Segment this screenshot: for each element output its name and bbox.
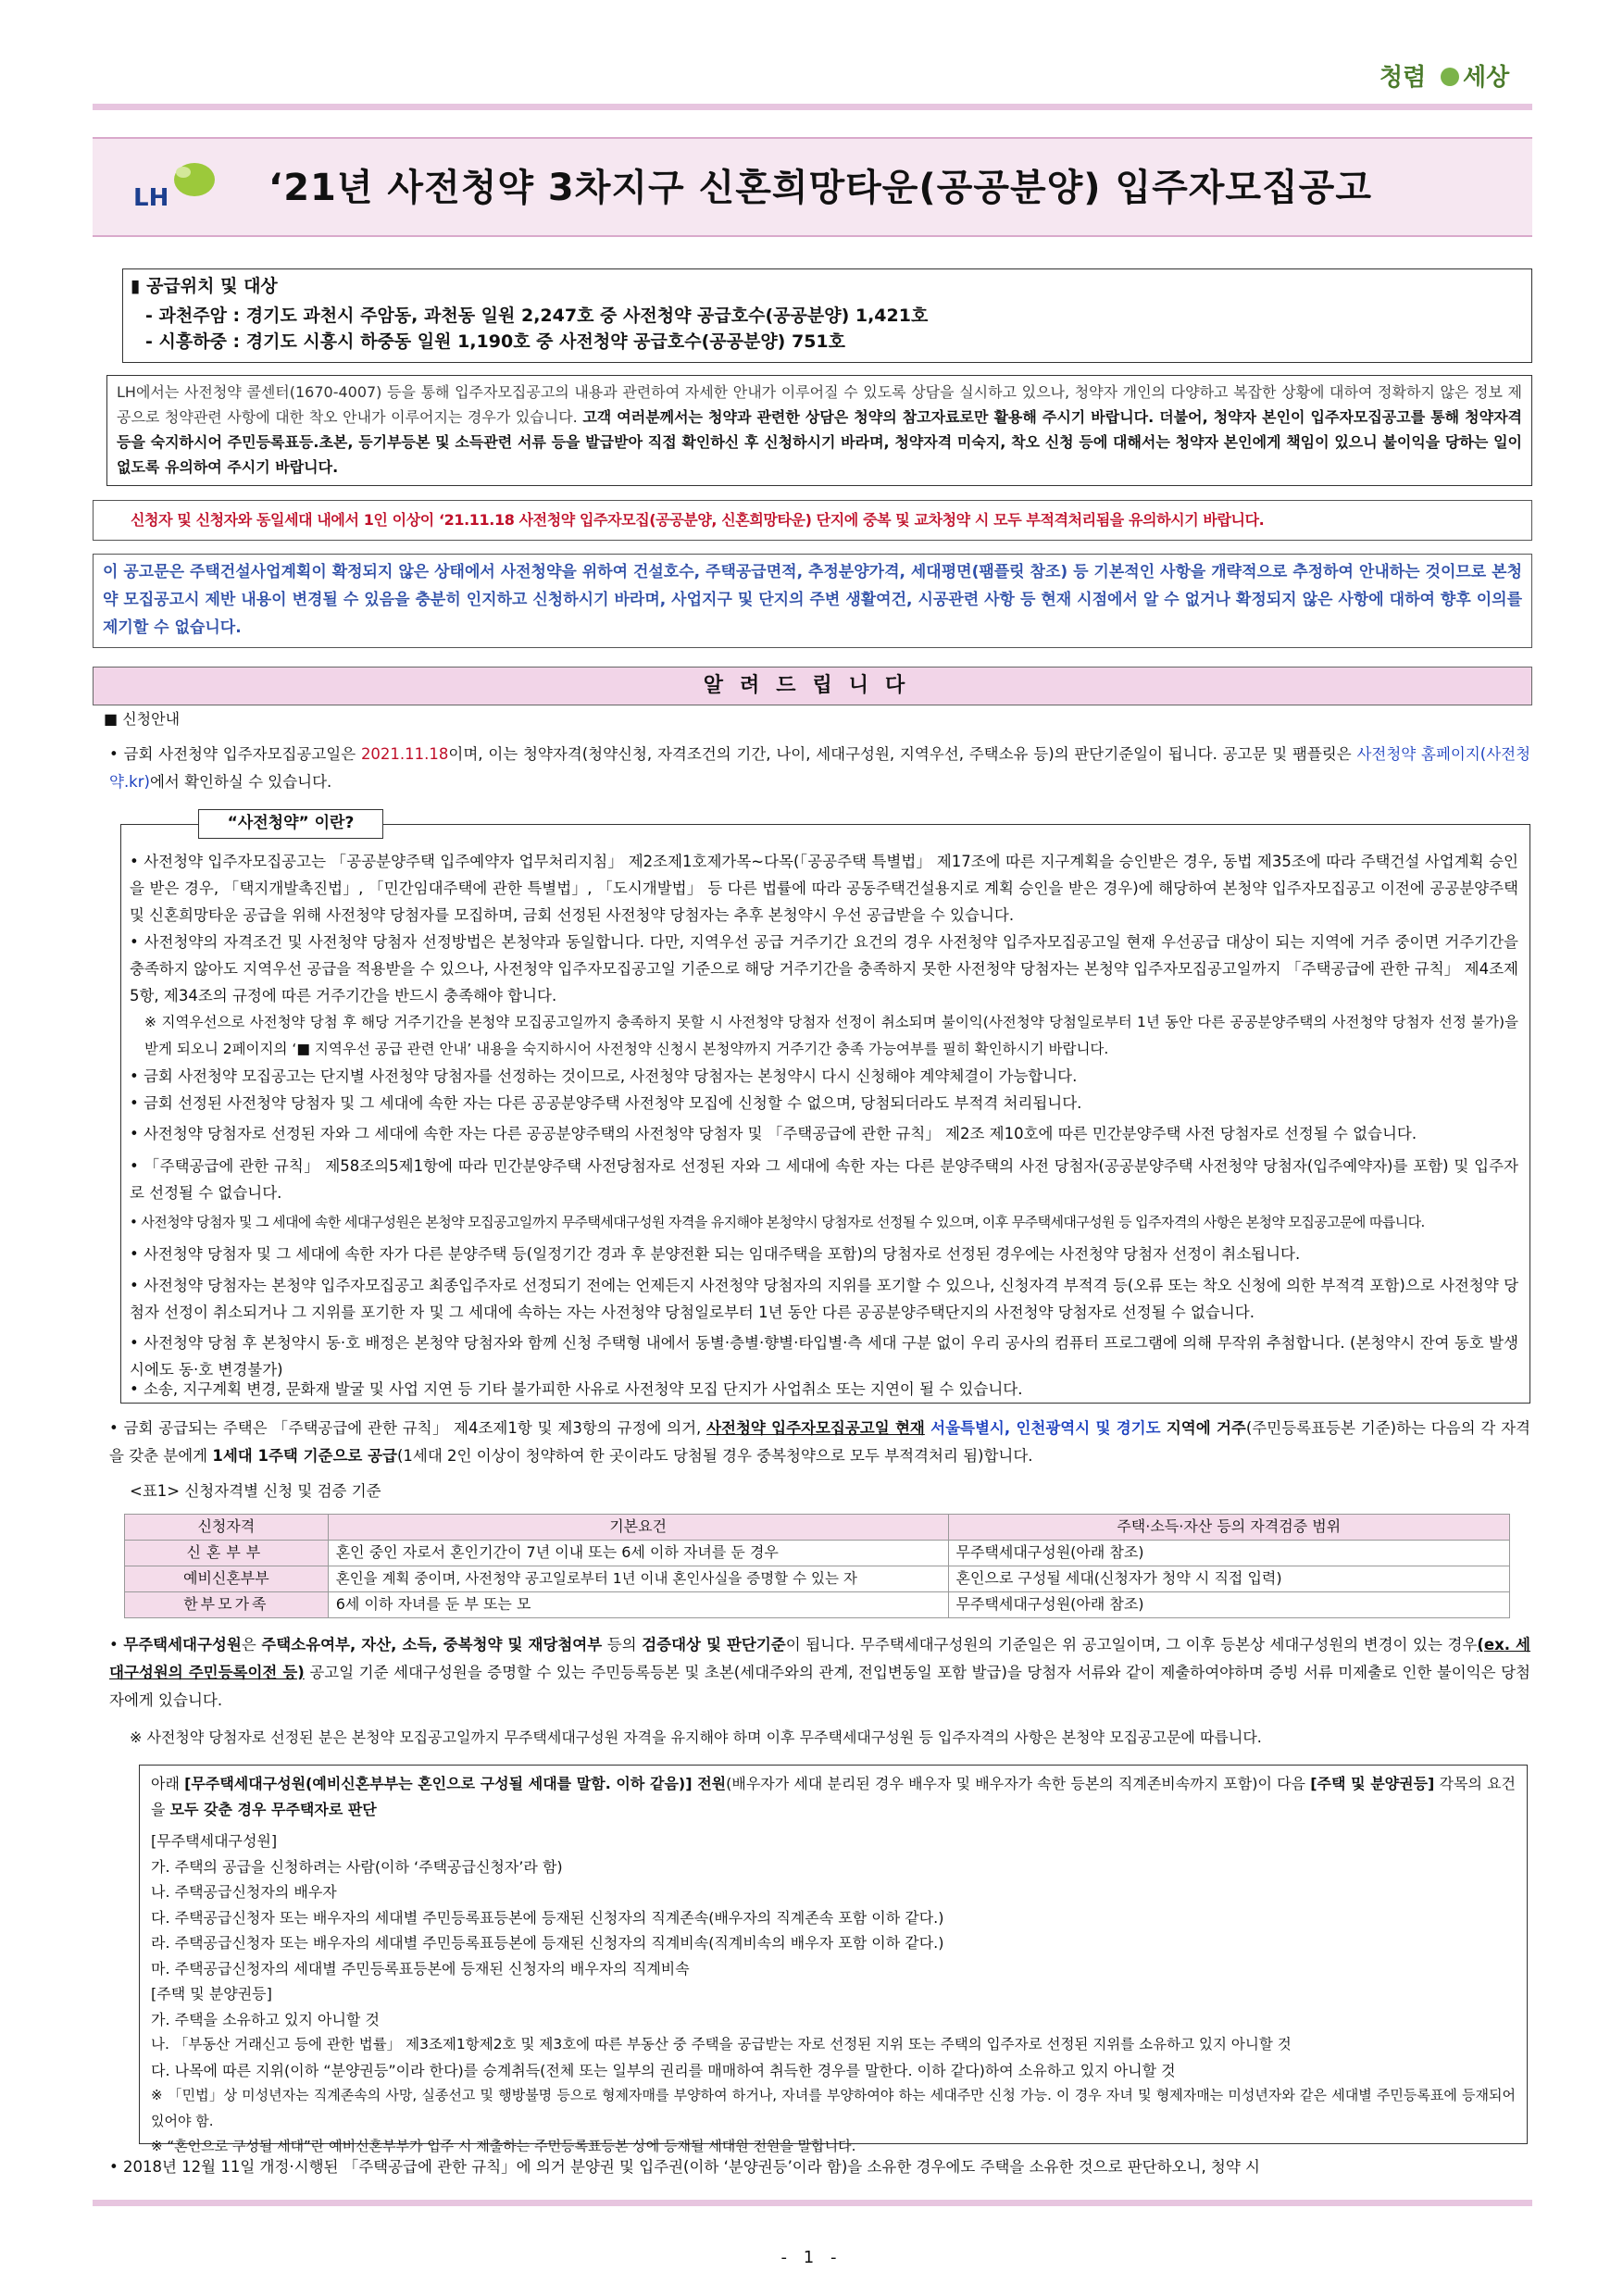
table-row [125, 1541, 1510, 1566]
notice-heading: 알려드립니다 [93, 667, 1532, 705]
page-number: - 1 - [780, 2248, 843, 2267]
whatis-item-4: • 금회 선정된 사전청약 당첨자 및 그 세대에 속한 자는 다른 공공분양주택 사전청약 모집에 신청할 수 없으며, 당첨되더라도 부적격 처리됩니다. [130, 1094, 1082, 1112]
housing-ga: 가. 주택을 소유하고 있지 아니할 것 [151, 2010, 380, 2028]
whatis-item-2: • 사전청약의 자격조건 및 사전청약 당첨자 선정방법은 본청약과 동일합니다. 다만, 지역우선 공급 거주기간 요건의 경우 사전청약 입주자모집공고일 현재 우선공급 대상이 되는 지역에 거주 중이면 거주기간을 충족하지 않아도 지역우선 공급을 적용받을 수 있으나, 사전청약 입주자모집공고일 기준으로 해당 거주기간을 충족하지 못한 사전청약 당첨자는 본청약 입주자모집공고일까지 「주택공급에 관한 규칙」 제4조제5항, 제34조의 규정에 따른 거주기간을 반드시 충족해야 합니다. [130, 933, 1518, 1004]
svg-text:세상: 세상 [1463, 64, 1510, 92]
table-cell: 무주택세대구성원(아래 참조) [948, 1592, 1510, 1618]
whatis-item-3: • 금회 사전청약 모집공고는 단지별 사전청약 당첨자를 선정하는 것이므로, 사전청약 당첨자는 본청약시 다시 신청해야 계약체결이 가능합니다. [130, 1067, 1078, 1085]
whatis-item-8: • 사전청약 당첨자 및 그 세대에 속한 자가 다른 분양주택 등(일정기간 경과 후 분양전환 되는 임대주택을 포함)의 당첨자로 선정된 경우에는 사전청약 당첨자 선정이 취소됩니다. [130, 1245, 1301, 1263]
guide-text-b: 이며, 이는 청약자격(청약신청, 자격조건의 기간, 나이, 세대구성원, 지역우선, 주택소유 등)의 판단기준일이 됩니다. 공고문 및 팸플릿은 [448, 745, 1357, 763]
top-divider [93, 104, 1532, 110]
member-ma: 마. 주택공급신청자의 세대별 주민등록표등본에 등재된 신청자의 배우자의 직계비속 [151, 1959, 690, 1978]
tentative-notice: 이 공고문은 주택건설사업계획이 확정되지 않은 상태에서 사전청약을 위하여 건설호수, 주택공급면적, 추정분양가격, 세대평면(팸플릿 참조) 등 기본적인 사항을 개략적으로 추정하여 안내하는 것이므로 본청약 모집공고시 제반 내용이 변경될 수 있음을 충분히 인지하고 신청하시기 바라며, 사업지구 및 단지의 주변 생활여건, 시공관련 사항 등 현재 시점에서 알 수 없거나 확정되지 않은 사항에 대하여 향후 이의를 제기할 수 없습니다. [103, 563, 1522, 637]
guide-text-c: 에서 확인하실 수 있습니다. [149, 773, 332, 791]
table-header: 신청자격 [125, 1515, 329, 1541]
table-cell: 신혼부부 [125, 1541, 329, 1566]
table-cell: 예비신혼부부 [125, 1566, 329, 1592]
duplicate-warning-box [93, 500, 1532, 541]
table-header: 기본요건 [328, 1515, 948, 1541]
definition-box [139, 1765, 1528, 2154]
table-header-row [125, 1515, 1510, 1541]
tentative-notice-box [93, 554, 1532, 648]
clean-world-logo [1380, 57, 1518, 94]
member-ga: 가. 주택의 공급을 신청하려는 사람(이하 ‘주택공급신청자’라 함) [151, 1857, 563, 1876]
bottom-divider [93, 2200, 1532, 2206]
supply-item-2: - 시흥하중 : 경기도 시흥시 하중동 일원 1,190호 중 사전청약 공급호수(공공분양) 751호 [145, 331, 845, 352]
guide-heading: ■ 신청안내 [104, 710, 181, 728]
notice-date: 2021.11.18 [360, 745, 449, 763]
household-paragraph: • 무주택세대구성원은 주택소유여부, 자산, 소득, 중복청약 및 재당첨여부 등의 검증대상 및 판단기준이 됩니다. 무주택세대구성원의 기준일은 위 공고일이며, 그 이후 등본상 세대구성원의 변경이 있는 경우(ex. 세대구성원의 주민등록이전 등) 공고일 기준 세대구성원을 증명할 수 있는 주민등록등본 및 초본(세대주와의 관계, 전입변동일 포함 발급)을 당첨자 서류와 같이 제출하여야하며 증빙 서류 미제출로 인한 불이익은 당첨자에게 있습니다. [109, 1636, 1530, 1709]
guide-text-a: • 금회 사전청약 입주자모집공고일은 [109, 745, 361, 763]
marriage-household-note: ※ “혼인으로 구성될 세대”란 예비신혼부부가 입주 시 제출하는 주민등록표등본 상에 등재될 세대원 전원을 말합니다. [151, 2138, 856, 2154]
svg-text:LH: LH [133, 184, 169, 212]
member-da: 다. 주택공급신청자 또는 배우자의 세대별 주민등록표등본에 등재된 신청자의 직계존속(배우자의 직계존속 포함 이하 같다.) [151, 1908, 944, 1927]
title-banner [93, 137, 1532, 237]
whatis-tag: “사전청약” 이란? [198, 809, 383, 839]
housing-da: 다. 나목에 따른 지위(이하 “분양권등”이라 한다)를 승계취득(전체 또는 일부의 권리를 매매하여 취득한 경우를 말한다. 이하 같다)하여 소유하고 있지 아니할 것 [151, 2061, 1176, 2079]
table-cell: 6세 이하 자녀를 둔 부 또는 모 [328, 1592, 948, 1618]
whatis-item-11: • 소송, 지구계획 변경, 문화재 발굴 및 사업 지연 등 기타 불가피한 사유로 사전청약 모집 단지가 사업취소 또는 지연이 될 수 있습니다. [130, 1380, 1023, 1398]
member-na: 나. 주택공급신청자의 배우자 [151, 1883, 337, 1901]
homepage-link[interactable]: 사전청약 홈페이지(사전청약.kr) [109, 745, 1531, 791]
section-household: [무주택세대구성원] [151, 1832, 278, 1850]
whatis-item-5: • 사전청약 당첨자로 선정된 자와 그 세대에 속한 자는 다른 공공분양주택의 사전청약 당첨자 및 「주택공급에 관한 규칙」 제2조 제10호에 따른 민간분양주택 사전 당첨자로 선정될 수 없습니다. [130, 1125, 1417, 1142]
intro-text-2: 고객 여러분께서는 청약과 관련한 상담은 청약의 참고자료로만 활용해 주시기 바랍니다. 더불어, 청약자 본인이 입주자모집공고를 통해 청약자격 등을 숙지하시어 주민등록표등.초본, 등기부등본 및 소득관련 서류 등을 발급받아 직접 확인하신 후 신청하시기 바라며, 청약자격 미숙지, 착오 신청 등에 대해서는 청약자 본인에게 책임이 있으니 불이익을 당하는 일이 없도록 유의하여 주시기 바랍니다. [117, 408, 1522, 476]
whatis-item-6: • 「주택공급에 관한 규칙」 제58조의5제1항에 따라 민간분양주택 사전당첨자로 선정된 자와 그 세대에 속한 자는 다른 분양주택의 사전 당첨자(공공분양주택 사전청약 당첨자(입주예약자)를 포함) 및 입주자로 선정될 수 없습니다. [130, 1157, 1518, 1202]
whatis-item-7: • 사전청약 당첨자 및 그 세대에 속한 세대구성원은 본청약 모집공고일까지 무주택세대구성원 자격을 유지해야 본청약시 당첨자로 선정될 수 있으며, 이후 무주택세대구성원 등 입주자격의 사항은 본청약 모집공고문에 따릅니다. [130, 1214, 1425, 1230]
guide-paragraph [109, 741, 1530, 796]
table-row [125, 1592, 1510, 1618]
table-cell: 혼인 중인 자로서 혼인기간이 7년 이내 또는 6세 이하 자녀를 둔 경우 [328, 1541, 948, 1566]
supply-item-1: - 과천주암 : 경기도 과천시 주암동, 과천동 일원 2,247호 중 사전청약 공급호수(공공분양) 1,421호 [145, 306, 929, 326]
table1-caption: <표1> 신청자격별 신청 및 검증 기준 [130, 1482, 381, 1500]
page-title: ‘21년 사전청약 3차지구 신혼희망타운(공공분양) 입주자모집공고 [268, 167, 1372, 209]
whatis-item-1: • 사전청약 입주자모집공고는 「공공분양주택 입주예약자 업무처리지침」 제2조제1호제가목~다목(「공공주택 특별법」 제17조에 따른 지구계획을 승인받은 경우, 동법 제35조에 따라 주택건설 사업계획 승인을 받은 경우, 「택지개발촉진법」, 「민간임대주택에 관한 특별법」, 「도시개발법」 등 다른 법률에 따라 공동주택건설용지로 계획 승인을 받은 경우)에 해당하여 본청약 입주자모집공고 이전에 공공분양주택 및 신혼희망타운 공급을 위해 사전청약 당첨자를 모집하며, 금회 선정된 사전청약 당첨자는 추후 본청약시 우선 공급받을 수 있습니다. [130, 853, 1518, 924]
member-ra: 라. 주택공급신청자 또는 배우자의 세대별 주민등록표등본에 등재된 신청자의 직계비속(직계비속의 배우자 포함 이하 같다.) [151, 1934, 944, 1952]
household-note: ※ 사전청약 당첨자로 선정된 분은 본청약 모집공고일까지 무주택세대구성원 자격을 유지해야 하며 이후 무주택세대구성원 등 입주자격의 사항은 본청약 모집공고문에 따릅니다. [130, 1728, 1262, 1746]
intro-text-1: LH에서는 사전청약 콜센터(1670-4007) 등을 통해 입주자모집공고의 내용과 관련하여 자세한 안내가 이루어질 수 있도록 상담을 실시하고 있으나, 청약자 개인의 다양하고 복잡한 상황에 대하여 정확하지 않은 정보 제공으로 청약관련 사항에 대한 착오 안내가 이루어지는 경우가 있습니다. [117, 383, 1522, 426]
whatis-note: ※ 지역우선으로 사전청약 당첨 후 해당 거주기간을 본청약 모집공고일까지 충족하지 못할 시 사전청약 당첨자 선정이 취소되며 불이익(사전청약 당첨일로부터 1년 동안 다른 공공분양주택의 사전청약 당첨자 선정 불가)을 받게 되오니 2페이지의 ‘■ 지역우선 공급 관련 안내’ 내용을 숙지하시어 사전청약 신청시 본청약까지 거주기간 충족 가능여부를 필히 확인하시기 바랍니다. [144, 1014, 1518, 1057]
qualification-table [124, 1514, 1510, 1618]
svg-text:청렴: 청렴 [1380, 64, 1427, 92]
table-cell: 무주택세대구성원(아래 참조) [948, 1541, 1510, 1566]
section-housing: [주택 및 분양권등] [151, 1985, 272, 2003]
supply-box [122, 268, 1532, 363]
intro-box [106, 375, 1532, 486]
table-row [125, 1566, 1510, 1592]
whatis-item-9: • 사전청약 당첨자는 본청약 입주자모집공고 최종입주자로 선정되기 전에는 언제든지 사전청약 당첨자의 지위를 포기할 수 있으나, 신청자격 부적격 등(오류 또는 착오 신청에 의한 부적격 포함)으로 사전청약 당첨자 선정이 취소되거나 그 지위를 포기한 자 및 그 세대에 속하는 자는 사전청약 당첨일로부터 1년 동안 다른 공공분양주택단지의 사전청약 당첨자로 선정될 수 없습니다. [130, 1277, 1519, 1321]
supply-heading: ▮ 공급위치 및 대상 [131, 276, 278, 296]
minor-note: ※ 「민법」상 미성년자는 직계존속의 사망, 실종선고 및 행방불명 등으로 형제자매를 부양하여 하거나, 자녀를 부양하여야 하는 세대주만 신청 가능. 이 경우 자녀 및 형제자매는 미성년자와 같은 세대별 주민등록표에 등재되어 있어야 함. [151, 2087, 1516, 2129]
last-paragraph: • 2018년 12월 11일 개정·시행된 「주택공급에 관한 규칙」에 의거 분양권 및 입주권(이하 ‘분양권등’이라 함)을 소유한 경우에도 주택을 소유한 것으로 판단하오니, 청약 시 [109, 2158, 1260, 2176]
lh-logo [130, 159, 222, 215]
whatis-item-10: • 사전청약 당첨 후 본청약시 동·호 배정은 본청약 당첨자와 함께 신청 주택형 내에서 동별·층별·향별·타입별·측 세대 구분 없이 우리 공사의 컴퓨터 프로그램에 의해 무작위 추첨합니다. (본청약시 잔여 동호 발생 시에도 동·호 변경불가) [130, 1334, 1518, 1379]
duplicate-warning: 신청자 및 신청자와 동일세대 내에서 1인 이상이 ‘21.11.18 사전청약 입주자모집(공공분양, 신혼희망타운) 단지에 중복 및 교차청약 시 모두 부적격처리됨을 유의하시기 바랍니다. [131, 511, 1265, 529]
definition-intro: 아래 [무주택세대구성원(예비신혼부부는 혼인으로 구성될 세대를 말함. 이하 같음)] 전원(배우자가 세대 분리된 경우 배우자 및 배우자가 속한 등본의 직계존비속까지 포함)이 다음 [주택 및 분양권등] 각목의 요건을 모두 갖춘 경우 무주택자로 판단 [151, 1775, 1517, 1818]
housing-na: 나. 「부동산 거래신고 등에 관한 법률」 제3조제1항제2호 및 제3호에 따른 부동산 중 주택을 공급받는 자로 선정된 지위 또는 주택의 입주자로 선정된 지위를 소유하고 있지 아니할 것 [151, 2036, 1292, 2053]
table-cell: 혼인을 계획 중이며, 사전청약 공고일로부터 1년 이내 혼인사실을 증명할 수 있는 자 [328, 1566, 948, 1592]
table-cell: 한부모가족 [125, 1592, 329, 1618]
table-cell: 혼인으로 구성될 세대(신청자가 청약 시 직접 입력) [948, 1566, 1510, 1592]
table-header: 주택·소득·자산 등의 자격검증 범위 [948, 1515, 1510, 1541]
supply-rule: • 금회 공급되는 주택은 「주택공급에 관한 규칙」 제4조제1항 및 제3항의 규정에 의거, 사전청약 입주자모집공고일 현재 서울특별시, 인천광역시 및 경기도 지역에 거주(주민등록표등본 기준)하는 다음의 각 자격을 갖춘 분에게 1세대 1주택 기준으로 공급(1세대 2인 이상이 청약하여 한 곳이라도 당첨될 경우 중복청약으로 모두 부적격처리 됨)합니다. [109, 1419, 1530, 1465]
